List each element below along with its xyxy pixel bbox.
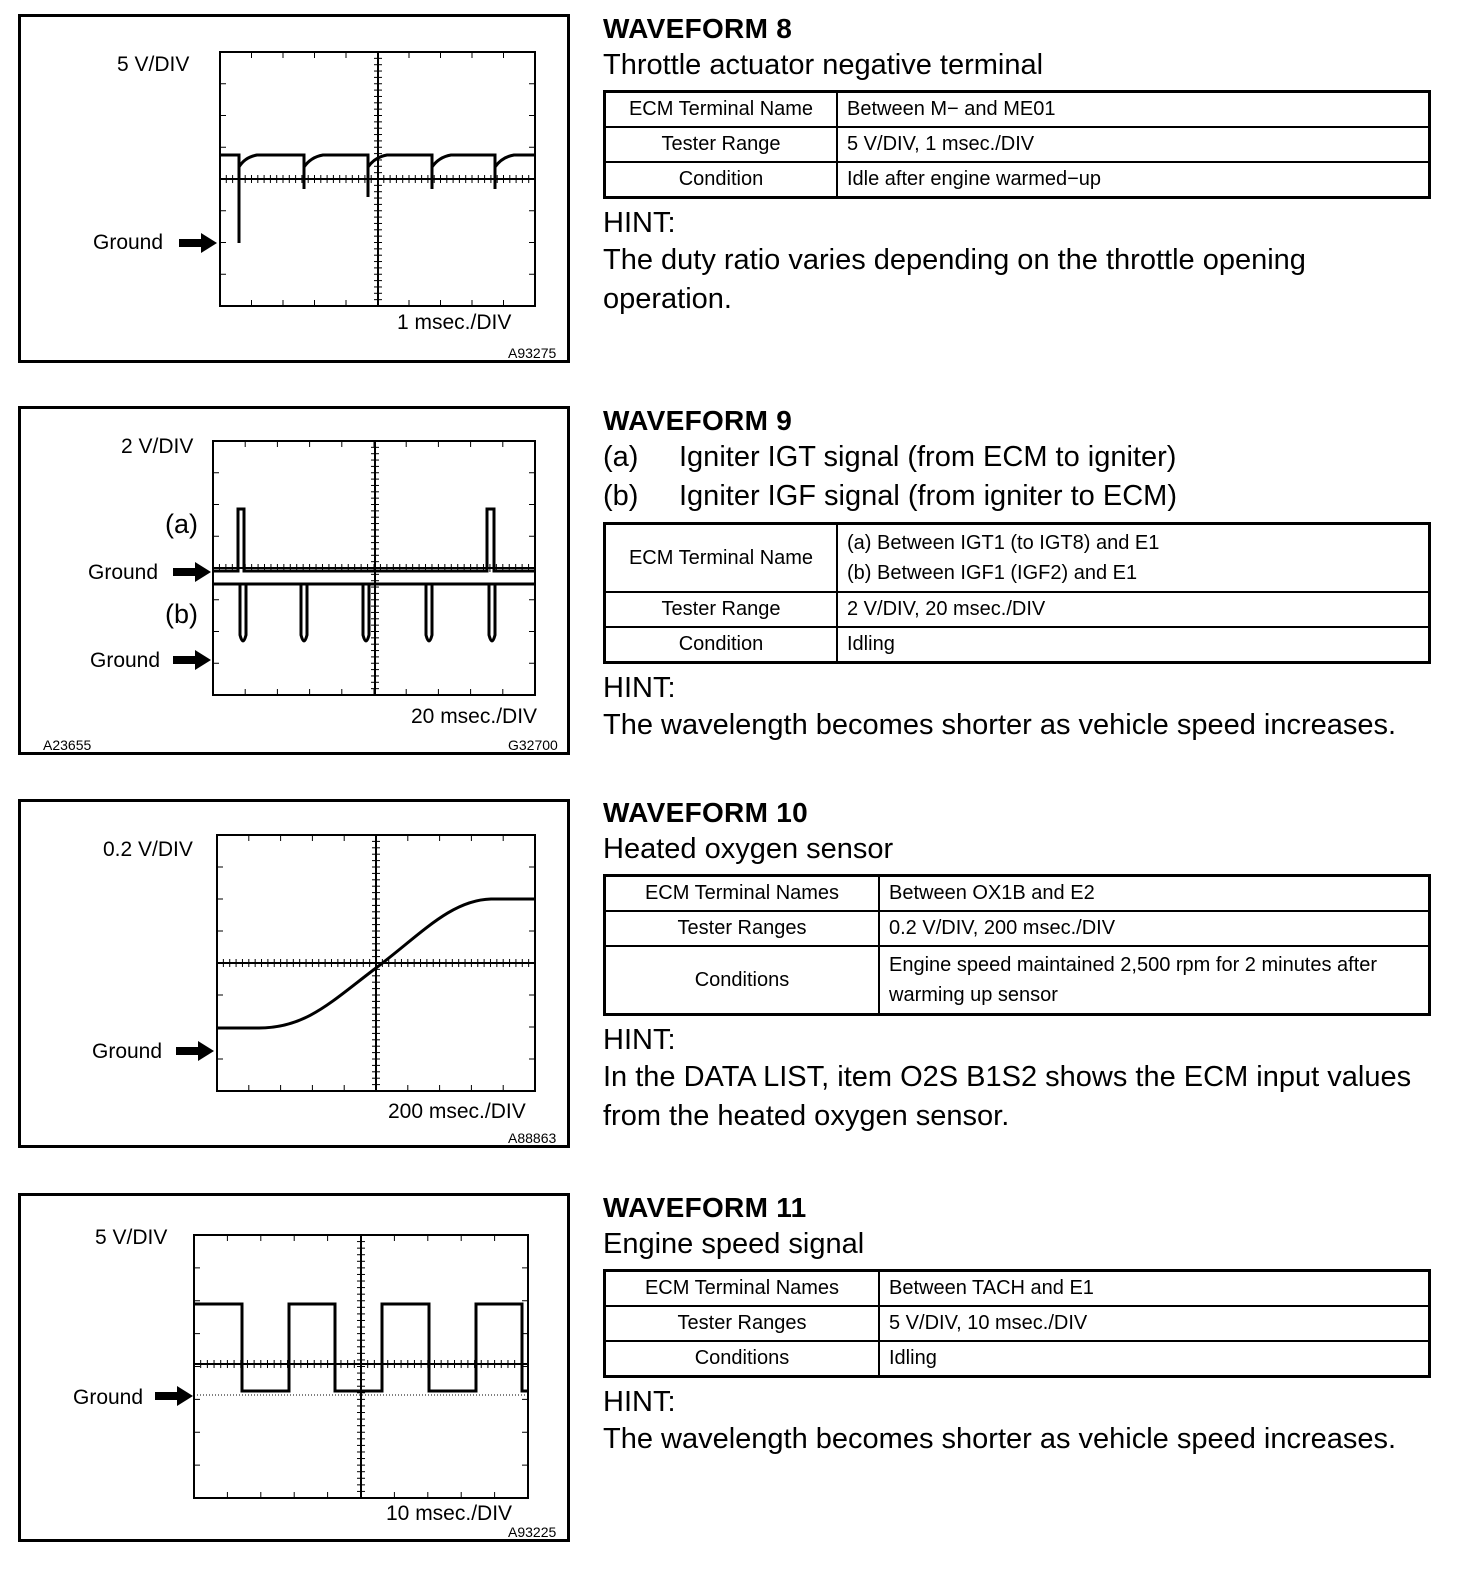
waveform-8-description <box>603 12 1433 319</box>
ground-label: Ground <box>73 1386 144 1409</box>
table-cell-value: Idle after engine warmed−up <box>837 162 1430 198</box>
table-cell-value: 5 V/DIV, 10 msec./DIV <box>879 1306 1430 1341</box>
waveform-subtitle: Heated oxygen sensor <box>603 833 894 865</box>
time-per-div-label: 10 msec./DIV <box>386 1502 513 1525</box>
time-per-div-label: 200 msec./DIV <box>388 1100 526 1123</box>
table-cell-label: Tester Ranges <box>605 911 880 946</box>
table-row <box>605 911 1430 946</box>
hint-label: HINT: <box>603 1024 676 1056</box>
list-item-text: Igniter IGT signal (from ECM to igniter) <box>679 441 1177 473</box>
waveform-8-figure <box>18 14 570 363</box>
table-row <box>605 876 1430 912</box>
table-cell-label: Conditions <box>605 946 880 1015</box>
waveform-10-description <box>603 796 1433 1136</box>
cell-line: Engine speed maintained 2,500 rpm for 2 minutes after <box>889 954 1378 976</box>
waveform-title: WAVEFORM 11 <box>603 1192 807 1223</box>
list-item <box>603 477 1433 516</box>
table-cell-value: Idling <box>879 1341 1430 1377</box>
cell-line: warming up sensor <box>889 984 1058 1006</box>
ground-label: Ground <box>93 231 164 254</box>
waveform-title: WAVEFORM 10 <box>603 797 809 828</box>
waveform-10-figure <box>18 799 570 1148</box>
table-row <box>605 1271 1430 1307</box>
table-cell-label: Tester Ranges <box>605 1306 880 1341</box>
table-row <box>605 92 1430 128</box>
spec-table <box>603 874 1431 1016</box>
waveform-11-description <box>603 1191 1433 1459</box>
hint-line: In the DATA LIST, item O2S B1S2 shows the ECM input values <box>603 1061 1412 1093</box>
table-row <box>605 946 1430 1015</box>
table-row <box>605 592 1430 627</box>
waveform-title: WAVEFORM 8 <box>603 13 793 44</box>
table-cell-value <box>837 524 1430 593</box>
trace-b-label: (b) <box>165 599 198 629</box>
table-cell-label: Conditions <box>605 1341 880 1377</box>
waveform-title: WAVEFORM 9 <box>603 405 793 436</box>
hint-text: The wavelength becomes shorter as vehicle speed increases. <box>603 1423 1397 1455</box>
table-cell-value: 5 V/DIV, 1 msec./DIV <box>837 127 1430 162</box>
cell-line: (a) Between IGT1 (to IGT8) and E1 <box>847 532 1160 554</box>
ground-arrow-icon <box>155 1386 193 1406</box>
table-cell-label: ECM Terminal Names <box>605 876 880 912</box>
spec-table <box>603 1269 1431 1378</box>
waveform-9-description <box>603 404 1433 745</box>
volts-per-div-label: 5 V/DIV <box>95 1226 168 1249</box>
ground-label: Ground <box>88 561 159 584</box>
time-per-div-label: 1 msec./DIV <box>397 311 512 334</box>
table-cell-label: ECM Terminal Names <box>605 1271 880 1307</box>
hint-line: from the heated oxygen sensor. <box>603 1100 1010 1132</box>
figure-code-left: A23655 <box>43 737 92 753</box>
table-cell-value <box>879 946 1430 1015</box>
figure-code: A93225 <box>508 1524 557 1540</box>
waveform-subtitle: Throttle actuator negative terminal <box>603 49 1044 81</box>
volts-per-div-label: 2 V/DIV <box>121 435 194 458</box>
table-cell-label: ECM Terminal Name <box>605 524 838 593</box>
table-cell-value: Between M− and ME01 <box>837 92 1430 128</box>
hint-label: HINT: <box>603 207 676 239</box>
table-cell-value: 0.2 V/DIV, 200 msec./DIV <box>879 911 1430 946</box>
ground-arrow-icon <box>173 650 211 670</box>
list-item-text: Igniter IGF signal (from igniter to ECM) <box>679 480 1177 512</box>
volts-per-div-label: 5 V/DIV <box>117 53 190 76</box>
waveform-trace-b-pulses <box>240 584 495 641</box>
table-row <box>605 1306 1430 1341</box>
table-cell-value: Between OX1B and E2 <box>879 876 1430 912</box>
list-item-label: (a) <box>603 441 639 473</box>
waveform-subtitle: Engine speed signal <box>603 1228 865 1260</box>
list-item-label: (b) <box>603 480 639 512</box>
table-cell-label: Tester Range <box>605 592 838 627</box>
ground-label: Ground <box>92 1040 163 1063</box>
hint-text <box>603 1058 1433 1136</box>
table-cell-value: Between TACH and E1 <box>879 1271 1430 1307</box>
table-cell-value: 2 V/DIV, 20 msec./DIV <box>837 592 1430 627</box>
waveform-11-figure <box>18 1193 570 1542</box>
list-item <box>603 438 1433 477</box>
table-cell-label: Condition <box>605 627 838 663</box>
hint-label: HINT: <box>603 672 676 704</box>
cell-line: (b) Between IGF1 (IGF2) and E1 <box>847 562 1138 584</box>
table-cell-value: Idling <box>837 627 1430 663</box>
table-row <box>605 1341 1430 1377</box>
ground-arrow-icon <box>179 233 217 253</box>
hint-label: HINT: <box>603 1386 676 1418</box>
table-cell-label: Condition <box>605 162 838 198</box>
hint-text: The duty ratio varies depending on the throttle opening operation. <box>603 244 1306 315</box>
table-row <box>605 127 1430 162</box>
table-cell-label: Tester Range <box>605 127 838 162</box>
figure-code: G32700 <box>508 737 558 753</box>
figure-code: A93275 <box>508 345 557 361</box>
spec-table <box>603 90 1431 199</box>
table-row <box>605 524 1430 593</box>
figure-code: A88863 <box>508 1130 557 1146</box>
spec-table <box>603 522 1431 664</box>
volts-per-div-label: 0.2 V/DIV <box>103 838 193 861</box>
ground-label: Ground <box>90 649 161 672</box>
trace-a-label: (a) <box>165 509 198 539</box>
time-per-div-label: 20 msec./DIV <box>411 705 538 728</box>
table-cell-label: ECM Terminal Name <box>605 92 838 128</box>
ground-arrow-icon <box>176 1041 214 1061</box>
ground-arrow-icon <box>173 562 211 582</box>
table-row <box>605 162 1430 198</box>
waveform-9-figure <box>18 406 570 755</box>
table-row <box>605 627 1430 663</box>
hint-text: The wavelength becomes shorter as vehicle speed increases. <box>603 709 1397 741</box>
